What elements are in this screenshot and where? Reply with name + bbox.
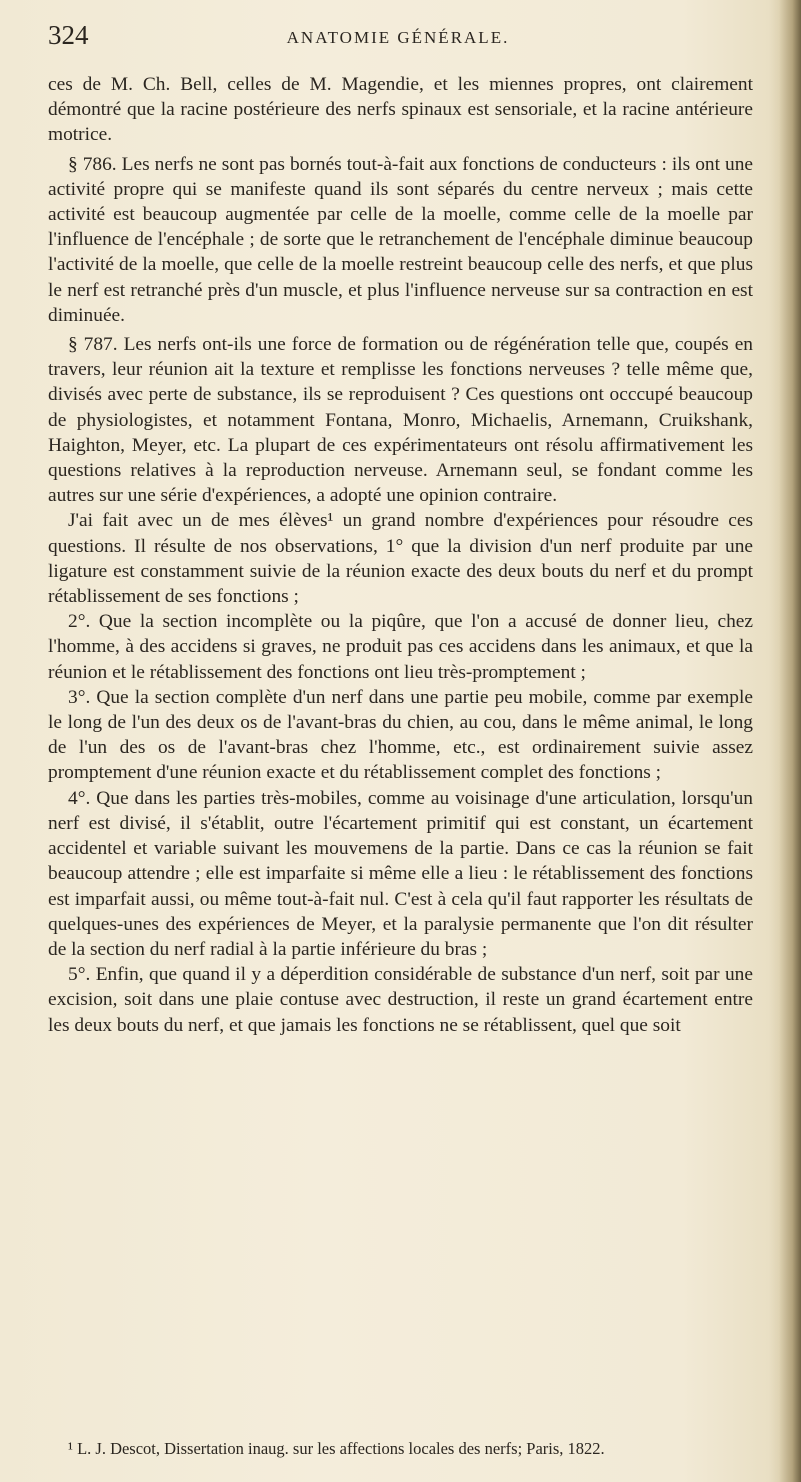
- paragraph-point-2: 2°. Que la section incomplète ou la piqûre, que l'on a accusé de donner lieu, chez l'homme, à des accidens si graves, ne produit pas ces accidens dans les animaux, et que la réunion et le rétablissement des fonctions ont lieu très-promptement ;: [48, 611, 753, 683]
- page-header: [48, 20, 748, 60]
- paragraph-786: § 786. Les nerfs ne sont pas bornés tout-à-fait aux fonctions de conducteurs : ils ont une activité propre qui se manifeste quand ils sont séparés du centre nerveux ; mais cette activité est beaucoup augmentée par celle de la moelle, comme celle de la moelle par l'influence de l'encéphale ; de sorte que le retranchement de l'encéphale diminue beaucoup l'activité de la moelle, que celle de la moelle restreint beaucoup celle des nerfs, et que plus le nerf est retranché près d'un muscle, et plus l'influence nerveuse sur sa contraction en est diminuée.: [48, 153, 753, 326]
- footnote-1: ¹ L. J. Descot, Dissertation inaug. sur les affections locales des nerfs; Paris, 1822.: [68, 1439, 605, 1458]
- paragraph-point-4: 4°. Que dans les parties très-mobiles, comme au voisinage d'une articulation, lorsqu'un nerf est divisé, il s'établit, outre l'écartement primitif qui est constant, un écartement accidentel et variable suivant les mouvemens de la partie. Dans ce cas la réunion se fait beaucoup attendre ; elle est imparfaite si même elle a lieu : le rétablissement des fonctions est imparfait aussi, ou même tout-à-fait nul. C'est à cela qu'il faut rapporter les résultats de quelques-unes des expériences de Meyer, et la paralysie permanente que l'on dit résulter de la section du nerf radial à la partie inférieure du bras ;: [48, 787, 753, 960]
- running-title: ANATOMIE GÉNÉRALE.: [286, 28, 510, 47]
- page-number: 324: [48, 20, 89, 50]
- paragraph-point-3: 3°. Que la section complète d'un nerf dans une partie peu mobile, comme par exemple le long de l'un des deux os de l'avant-bras du chien, au cou, dans le même animal, le long de l'un des os de l'avant-bras chez l'homme, etc., est ordinairement suivie assez promptement d'une réunion exacte et du rétablissement complet des fonctions ;: [48, 686, 753, 784]
- page-edge-shadow: [779, 0, 801, 1482]
- body-text: [48, 72, 753, 1038]
- paragraph-787: § 787. Les nerfs ont-ils une force de formation ou de régénération telle que, coupés en travers, leur réunion ait la texture et remplisse les fonctions nerveuses ? telle même que, divisés avec perte de substance, ils se reproduisent ? Ces questions ont occcupé beaucoup de physiologistes, et notamment Fontana, Monro, Michaelis, Arnemann, Cruikshank, Haighton, Meyer, etc. La plupart de ces expérimentateurs ont résolu affirmativement les questions relatives à la reproduction nerveuse. Arnemann seul, se fondant comme les autres sur une série d'expériences, a adopté une opinion contraire.: [48, 334, 753, 507]
- footnotes: [48, 1438, 753, 1459]
- paragraph-point-5: 5°. Enfin, que quand il y a déperdition considérable de substance d'un nerf, soit par une excision, soit dans une plaie contuse avec destruction, il reste un grand écartement entre les deux bouts du nerf, et que jamais les fonctions ne se rétablissent, quel que soit: [48, 964, 753, 1036]
- paragraph-continuation: ces de M. Ch. Bell, celles de M. Magendie, et les miennes propres, ont clairement démontré que la racine postérieure des nerfs spinaux est sensoriale, et la racine antérieure motrice.: [48, 74, 753, 146]
- paragraph-experiments: J'ai fait avec un de mes élèves¹ un grand nombre d'expériences pour résoudre ces questions. Il résulte de nos observations, 1° que la division d'un nerf produite par une ligature est constamment suivie de la réunion exacte des deux bouts du nerf et du prompt rétablissement de ses fonctions ;: [48, 510, 753, 608]
